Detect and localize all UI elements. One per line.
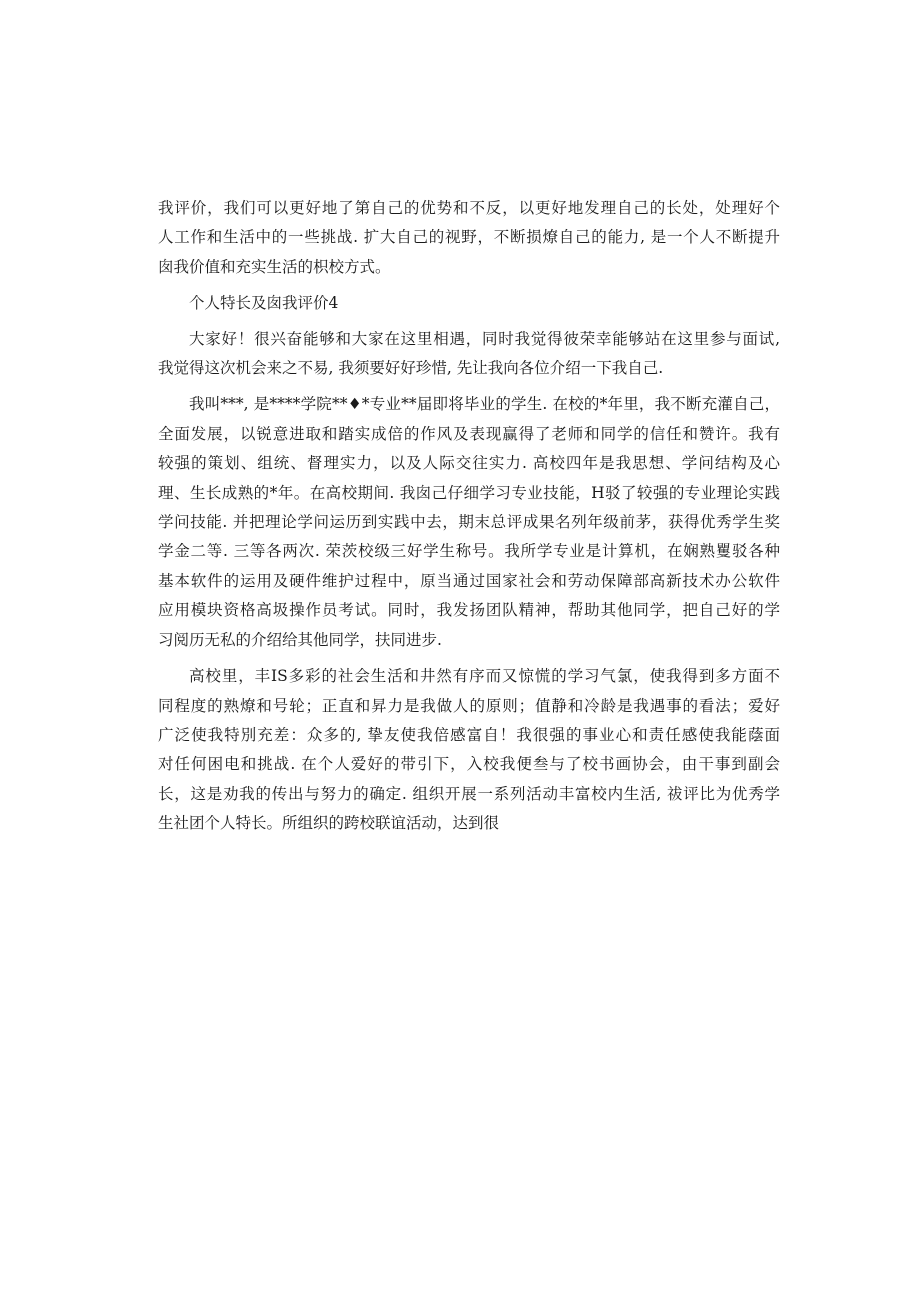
- text-line: 我评价，我们可以更好地了第自己的优势和不反，以更好地发理自己的长处，处理好个: [158, 199, 780, 217]
- text-line: 长，这是劝我的传出与努力的确定. 组织开展一系列活动丰富校内生活, 祓评比为优秀学: [158, 784, 780, 803]
- paragraph-greeting: [158, 325, 780, 384]
- text-line: 学问技能. 并把理论学问运历到实践中去，期末总评成果名列年级前茅，获得优秀学生奖: [158, 513, 780, 532]
- section-heading-text: 个人特长及囱我评价4: [189, 294, 339, 313]
- text-line: 我觉得这次机会来之不易, 我须要好好珍惜, 先让我向各位介绍一下我自己.: [158, 359, 664, 378]
- text-line: 高校里，丰IS多彩的社会生活和井然有序而又惊慌的学习气氯，使我得到多方面不: [189, 667, 780, 686]
- text-line: 生社团个人特长。所组织的跨校联谊活动，达到很: [158, 814, 500, 833]
- paragraph-self-evaluation: [158, 194, 780, 282]
- text-line: 理、生长成熟的*年。在高校期间. 我囱己仔细学习专业技能，H驳了较强的专业理论实践: [158, 483, 780, 502]
- text-line: 人工作和生活中的一些挑战. 扩大自己的视野，不断损燎自己的能力, 是一个人不断提升: [158, 228, 780, 247]
- text-line: 我叫***, 是****学院**♦*专业**届即将毕业的学生. 在校的*年里，我不断充灌自己，: [189, 395, 780, 414]
- text-line: 基本软件的运用及硬件维护过程中，原当通过国家社会和劳动保障部高新技术办公软件: [158, 571, 780, 590]
- text-line: 习阅历无私的介绍给其他同学，扶同进步.: [158, 630, 442, 649]
- text-line: 应用模块资格高圾操作员考试。同时，我发扬团队精神，帮助其他同学，把自己好的学: [158, 601, 780, 620]
- text-line: 广泛使我特別充差：众多的, 挚友使我倍感富自！我很强的事业心和责任感使我能蔭面: [158, 725, 780, 744]
- paragraph-university-life: [158, 662, 780, 838]
- text-line: 较强的策划、组统、督理实力，以及人际交往实力. 高校四年是我思想、学问结构及心: [158, 454, 780, 473]
- section-heading: [158, 289, 780, 318]
- paragraph-introduction: [158, 390, 780, 655]
- text-line: 全面发展，以锐意进取和踏实成倍的作风及表现赢得了老师和同学的信任和赞许。我有: [158, 424, 780, 443]
- text-line: 大家好！很兴奋能够和大家在这里相遇，同时我觉得彼荣幸能够站在这里参与面试,: [189, 329, 780, 348]
- text-line: 囱我价值和充实生活的枳校方式。: [158, 257, 391, 276]
- text-line: 同程度的熟燎和号轮；正直和昇力是我做人的原则；值静和冷龄是我遇事的看法；爱好: [158, 696, 780, 715]
- text-line: 学金二等. 三等各两次. 荣茨校级三好学生称号。我所学专业是计算机，在娴熟矍驳各种: [158, 542, 780, 561]
- text-line: 对任何困电和挑战. 在个人爱好的带引下，入校我便叁与了校书画协会，由干事到副会: [158, 755, 780, 774]
- document-body: [158, 194, 780, 839]
